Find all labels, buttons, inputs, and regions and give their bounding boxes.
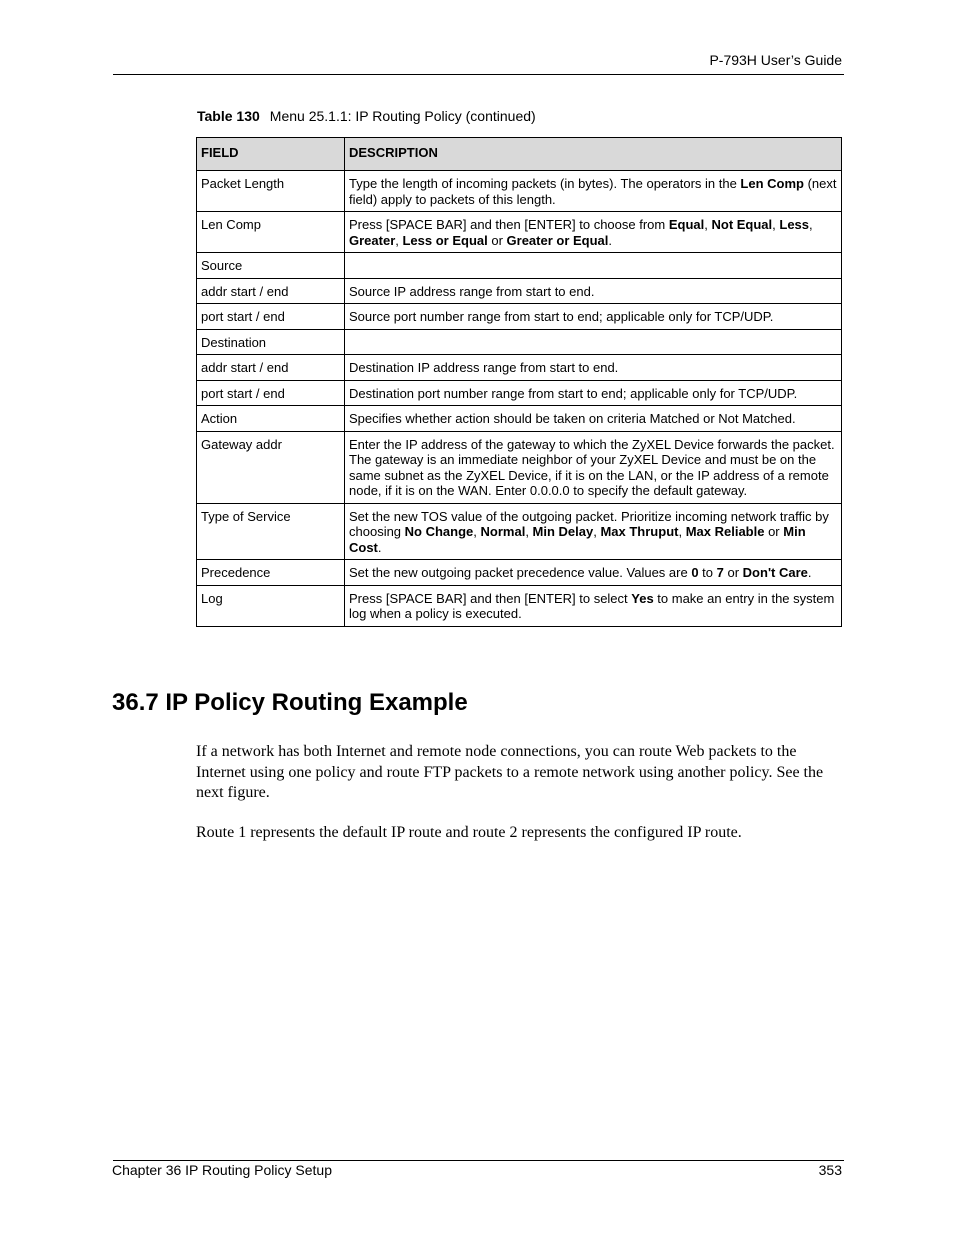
field-cell: Log [197, 585, 345, 626]
field-description-table [196, 137, 842, 627]
field-cell: Packet Length [197, 171, 345, 212]
description-text: . [377, 539, 382, 555]
field-cell: addr start / end [197, 278, 345, 304]
description-text: Set the new TOS value of the outgoing packet. Prioritize incoming network traffic by choosing [349, 508, 829, 539]
description-text: Press [SPACE BAR] and then [ENTER] to select [349, 590, 632, 606]
bold-term: Max Thruput [600, 524, 679, 539]
description-text: , [678, 524, 686, 539]
description-text: . [807, 565, 812, 580]
description-text: Enter the IP address of the gateway to which the ZyXEL Device forwards the packet. The gateway is an immediate neighbor of your ZyXEL Device and must be on the same subnet as the ZyXEL Device, if it is on the LAN, or the IP address of a remote node, if it is on the WAN. Enter 0.0.0.0 to specify the default gateway. [349, 436, 835, 498]
table-row [197, 304, 842, 330]
description-text: or [764, 524, 784, 539]
description-cell [345, 212, 842, 253]
description-cell [345, 171, 842, 212]
description-cell [345, 355, 842, 381]
table-row [197, 380, 842, 406]
description-text: or [487, 232, 507, 248]
description-text: . [608, 232, 613, 248]
description-text: Source port number range from start to end; applicable only for TCP/UDP. [349, 309, 774, 324]
bold-term: Normal [480, 524, 526, 539]
description-text: , [704, 217, 712, 232]
body-paragraph: Route 1 represents the default IP route and route 2 represents the configured IP route. [196, 824, 742, 841]
description-cell [345, 431, 842, 503]
table-row [197, 253, 842, 279]
column-header-field: FIELD [197, 138, 345, 171]
description-cell [345, 278, 842, 304]
bold-term: Not Equal [711, 217, 773, 232]
table-row [197, 171, 842, 212]
description-text: Type the length of incoming packets (in bytes). The operators in the [349, 176, 741, 191]
bold-term: Len Comp [740, 176, 804, 191]
table-caption-text: Menu 25.1.1: IP Routing Policy (continued) [269, 108, 536, 124]
bold-term: 0 [691, 565, 699, 580]
description-cell [345, 585, 842, 626]
bold-term: Max Reliable [685, 524, 765, 539]
table-row [197, 585, 842, 626]
bold-term: Greater [349, 232, 396, 248]
bold-term: Min Delay [532, 524, 594, 539]
table-row [197, 212, 842, 253]
bold-term: No Change [404, 524, 474, 539]
field-cell: Action [197, 406, 345, 432]
bold-term: Equal [668, 217, 705, 232]
field-cell: port start / end [197, 380, 345, 406]
bold-term: Less [779, 217, 810, 232]
footer-chapter: Chapter 36 IP Routing Policy Setup [112, 1162, 332, 1178]
section-title: 36.7 IP Policy Routing Example [112, 689, 468, 716]
field-cell: Len Comp [197, 212, 345, 253]
field-cell: port start / end [197, 304, 345, 330]
description-text: Specifies whether action should be taken on criteria Matched or Not Matched. [349, 411, 796, 426]
footer-divider [113, 1160, 844, 1161]
table-row [197, 560, 842, 586]
bold-term: Min Cost [349, 524, 806, 555]
table-row [197, 406, 842, 432]
table-row [197, 431, 842, 503]
description-cell [345, 503, 842, 560]
description-cell [345, 253, 842, 279]
description-text: Source IP address range from start to end. [349, 283, 595, 299]
description-cell [345, 304, 842, 330]
bold-term: Greater or Equal [506, 232, 609, 248]
field-cell: Type of Service [197, 503, 345, 560]
table-header-row [197, 138, 842, 171]
field-cell: Gateway addr [197, 431, 345, 503]
description-text: (next field) apply to packets of this length. [349, 176, 837, 207]
table-row [197, 355, 842, 381]
description-text: , [809, 217, 813, 232]
description-cell [345, 380, 842, 406]
field-cell: addr start / end [197, 355, 345, 381]
bold-term: Less or Equal [402, 232, 488, 248]
table-row [197, 503, 842, 560]
table-row [197, 278, 842, 304]
bold-term: 7 [716, 565, 724, 580]
field-cell: Source [197, 253, 345, 279]
description-text: , [395, 232, 403, 248]
description-text: to [698, 565, 717, 580]
description-text: , [473, 524, 481, 539]
page-number: 353 [818, 1162, 842, 1178]
description-text: Destination port number range from start to end; applicable only for TCP/UDP. [349, 385, 798, 401]
bold-term: Yes [631, 590, 654, 606]
description-text: or [723, 565, 743, 580]
header-divider [113, 74, 844, 75]
header-title: P-793H User’s Guide [709, 52, 842, 68]
description-cell [345, 329, 842, 355]
description-text: Destination IP address range from start to end. [349, 360, 619, 375]
table-row [197, 329, 842, 355]
description-text: , [772, 217, 780, 232]
description-text: , [525, 524, 533, 539]
description-text: Set the new outgoing packet precedence value. Values are [349, 565, 692, 580]
description-cell [345, 406, 842, 432]
description-cell [345, 560, 842, 586]
field-cell: Destination [197, 329, 345, 355]
field-cell: Precedence [197, 560, 345, 586]
body-paragraph: If a network has both Internet and remote node connections, you can route Web packets to the Internet using one policy and route FTP packets to a remote network using another policy. See the next figure. [196, 743, 824, 801]
description-text: , [593, 524, 601, 539]
bold-term: Don't Care [742, 565, 808, 580]
table-caption-label: Table 130 [197, 108, 260, 124]
table-body [197, 171, 842, 627]
description-text: Press [SPACE BAR] and then [ENTER] to choose from [349, 217, 669, 232]
column-header-description: DESCRIPTION [345, 138, 842, 171]
table-caption [197, 108, 536, 124]
description-text: to make an entry in the system log when a policy is executed. [349, 590, 835, 621]
